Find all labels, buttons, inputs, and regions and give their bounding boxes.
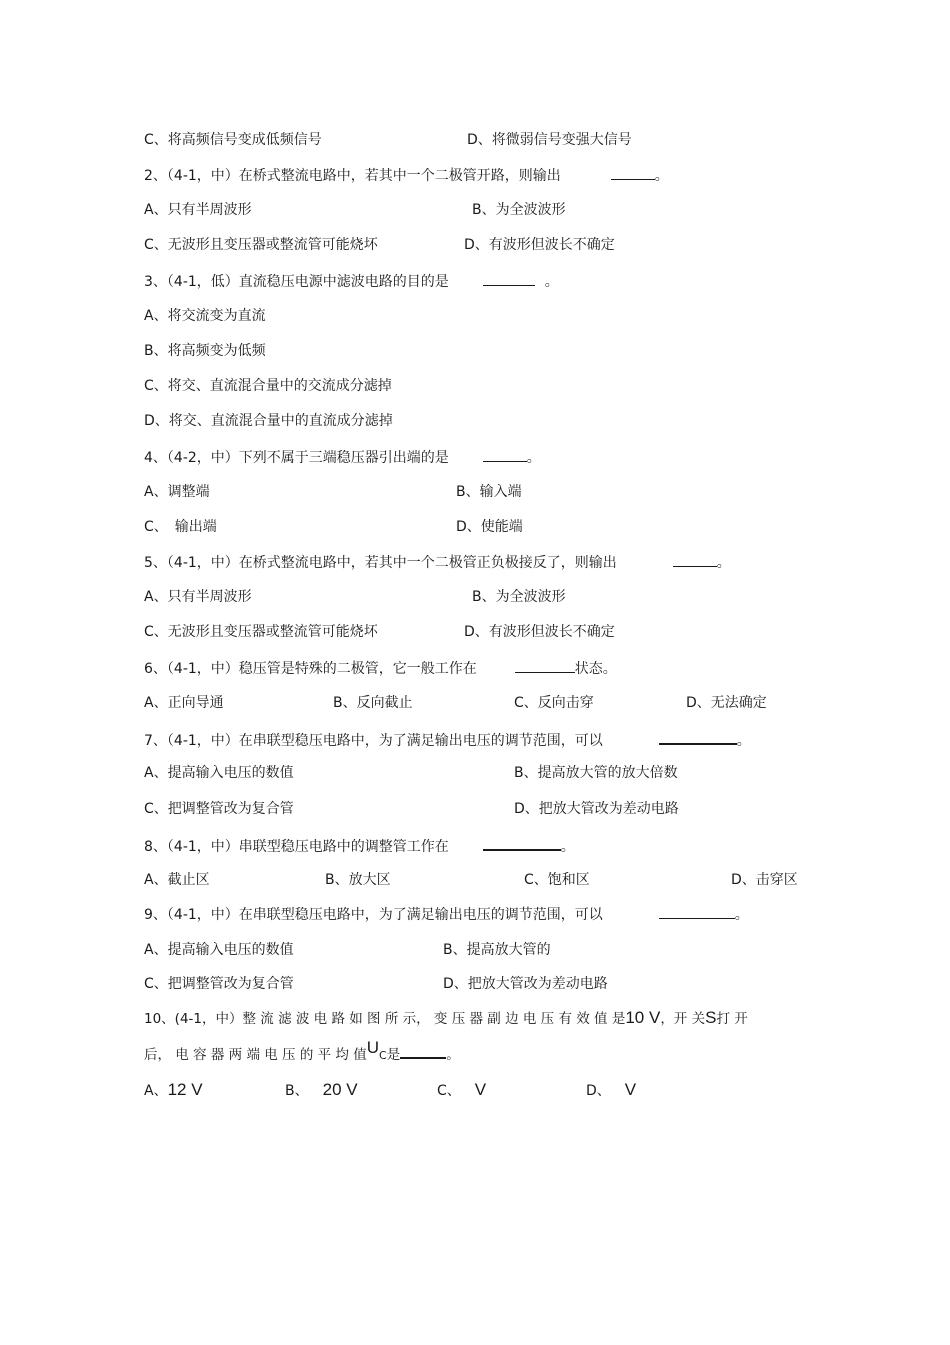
q10-switch-label: S (705, 1008, 717, 1027)
q7-option-a: A、提高输入电压的数值 (144, 765, 294, 781)
q8-stem-text: 8、（4-1，中）串联型稳压电路中的调整管工作在 (144, 839, 449, 855)
q3-answer-blank[interactable] (483, 271, 535, 286)
q7-answer-blank[interactable] (659, 729, 737, 745)
q6-option-a: A、正向导通 (144, 695, 224, 711)
q8-option-a: A、截止区 (144, 872, 210, 888)
q5-stem-text: 5、（4-1，中）在桥式整流电路中，若其中一个二极管正负极接反了，则输出 (144, 555, 617, 571)
q10-stem-is: 是 (386, 1047, 401, 1063)
q8-option-d: D、击穿区 (731, 872, 798, 888)
q10-stem-text: 10、(4-1，中）整 流 滤 波 电 路 如 图 所 示， 变 压 器 副 边 电 压 有 效 值 是 (144, 1011, 626, 1027)
q3-stem-text: 3、（4-1，低）直流稳压电源中滤波电路的目的是 (144, 274, 449, 290)
q2-stem-text: 2、（4-1，中）在桥式整流电路中，若其中一个二极管开路，则输出 (144, 168, 561, 184)
q2-option-c: C、无波形且变压器或整流管可能烧坏 (144, 237, 378, 253)
q3-option-b: B、将高频变为低频 (144, 343, 266, 359)
q1-option-d: D、将微弱信号变强大信号 (467, 132, 632, 148)
q7-stem-end: 。 (736, 733, 751, 749)
q7-stem (144, 729, 751, 751)
q8-answer-blank[interactable] (483, 835, 561, 851)
q8-option-b: B、放大区 (325, 872, 391, 888)
q4-stem-text: 4、（4-2，中）下列不属于三端稳压器引出端的是 (144, 450, 449, 466)
q10-option-c-prefix: C、 (437, 1083, 461, 1099)
q9-stem (144, 904, 749, 925)
q5-stem (144, 552, 731, 573)
q7-stem-text: 7、（4-1，中）在串联型稳压电路中，为了满足输出电压的调节范围，可以 (144, 733, 603, 749)
q4-answer-blank[interactable] (483, 447, 527, 462)
q4-option-a: A、调整端 (144, 484, 210, 500)
q10-stem-end: 。 (446, 1047, 460, 1063)
q8-option-c: C、饱和区 (524, 872, 590, 888)
q8-stem (144, 835, 575, 857)
q5-answer-blank[interactable] (673, 552, 717, 567)
q10-option-b (285, 1080, 358, 1101)
q10-option-a-value: 12 V (167, 1080, 203, 1099)
q9-answer-blank[interactable] (659, 904, 735, 919)
q9-option-c: C、把调整管改为复合管 (144, 976, 294, 992)
q10-stem-line2 (144, 1038, 460, 1066)
q10-option-d (586, 1080, 636, 1101)
q9-option-b: B、提高放大管的 (443, 942, 551, 958)
q4-stem-end: 。 (526, 450, 541, 466)
q5-option-c: C、无波形且变压器或整流管可能烧坏 (144, 624, 378, 640)
q9-stem-text: 9、（4-1，中）在串联型稳压电路中，为了满足输出电压的调节范围，可以 (144, 907, 603, 923)
q10-stem-text2: 后， 电 容 器 两 端 电 压 的 平 均 值 (144, 1047, 367, 1063)
q3-stem (144, 271, 559, 292)
q9-option-a: A、提高输入电压的数值 (144, 942, 294, 958)
q4-option-d: D、使能端 (456, 519, 523, 535)
q2-option-b: B、为全波波形 (472, 202, 566, 218)
q6-option-d: D、无法确定 (686, 695, 767, 711)
q10-option-c-value: V (474, 1080, 487, 1099)
q7-option-c: C、把调整管改为复合管 (144, 801, 294, 817)
q2-stem-end: 。 (654, 168, 669, 184)
q6-option-c: C、反向击穿 (514, 695, 594, 711)
q2-stem (144, 165, 669, 186)
q3-stem-end: 。 (544, 274, 559, 290)
q10-stem-line1 (144, 1008, 748, 1029)
q10-option-a (144, 1080, 203, 1101)
q8-stem-end: 。 (560, 839, 575, 855)
q7-option-b: B、提高放大管的放大倍数 (514, 765, 678, 781)
q6-answer-blank[interactable] (515, 658, 575, 673)
q10-option-d-value: V (624, 1080, 637, 1099)
q2-option-d: D、有波形但波长不确定 (464, 237, 615, 253)
q10-answer-blank[interactable] (400, 1043, 446, 1059)
q3-option-c: C、将交、直流混合量中的交流成分滤掉 (144, 378, 392, 394)
q10-option-d-prefix: D、 (586, 1083, 611, 1099)
q10-option-c (437, 1080, 486, 1101)
q4-stem (144, 447, 541, 468)
q4-option-c: C、 输出端 (144, 519, 217, 535)
q10-u-subscript: C (379, 1049, 387, 1062)
q5-option-d: D、有波形但波长不确定 (464, 624, 615, 640)
q3-option-a: A、将交流变为直流 (144, 308, 266, 324)
q6-option-b: B、反向截止 (333, 695, 413, 711)
q2-option-a: A、只有半周波形 (144, 202, 252, 218)
q3-option-d: D、将交、直流混合量中的直流成分滤掉 (144, 413, 393, 429)
q4-option-b: B、输入端 (456, 484, 522, 500)
q10-stem-open: 打 开 (716, 1011, 748, 1027)
q6-stem-text: 6、（4-1，中）稳压管是特殊的二极管，它一般工作在 (144, 661, 477, 677)
q10-option-a-prefix: A、 (144, 1083, 168, 1099)
q10-stem-comma: ，开 关 (660, 1011, 706, 1027)
q9-stem-end: 。 (734, 907, 749, 923)
q5-option-a: A、只有半周波形 (144, 589, 252, 605)
q5-stem-end: 。 (716, 555, 731, 571)
q10-option-b-prefix: B、 (285, 1083, 309, 1099)
q10-voltage: 10 V (625, 1008, 661, 1027)
q7-option-d: D、把放大管改为差动电路 (514, 801, 679, 817)
q1-option-c: C、将高频信号变成低频信号 (144, 132, 322, 148)
q6-stem (144, 658, 617, 679)
q5-option-b: B、为全波波形 (472, 589, 566, 605)
q6-stem-end: 状态。 (574, 661, 617, 677)
q2-answer-blank[interactable] (611, 165, 655, 180)
q9-option-d: D、把放大管改为差动电路 (443, 976, 608, 992)
q10-u-symbol: U (366, 1038, 379, 1057)
q10-option-b-value: 20 V (322, 1080, 358, 1099)
